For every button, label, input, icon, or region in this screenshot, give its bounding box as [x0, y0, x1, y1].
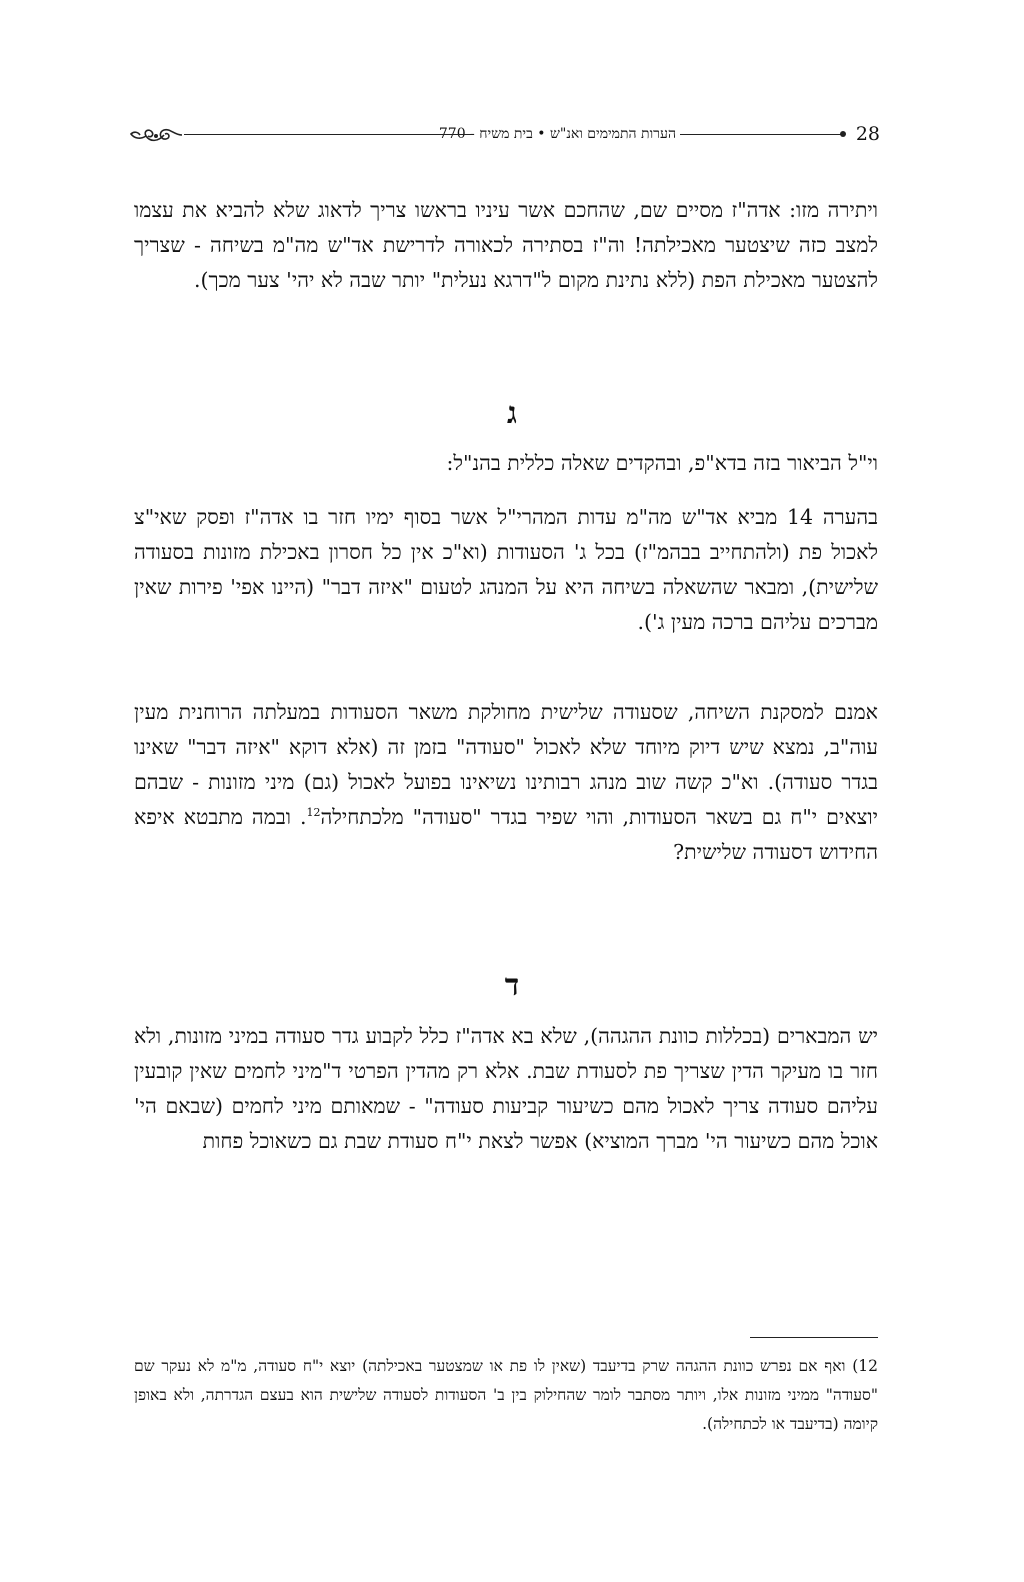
paragraph-1: ויתירה מזו: אדה"ז מסיים שם, שהחכם אשר עיניו בראשו צריך לדאוג שלא להביא את עצמו למצב כזה שיצטער מאכילתה! וה"ז בסתירה לכאורה לדרישת אד"ש מה"מ בשיחה - שצריך להצטער מאכילת הפת (ללא נתינת מקום ל"דרגא נעלית" יותר שבה לא יהי' צער מכך).: [134, 198, 878, 292]
section-heading-gimel: ג: [507, 396, 517, 431]
header-rule-left: [184, 134, 474, 135]
footnote-separator: [750, 1337, 878, 1338]
footnote-12: 12) ואף אם נפרש כוונת ההגהה שרק בדיעבד (שאין לו פת או שמצטער באכילתה) יוצא י"ח סעודה, מ"מ לא נעקר שם "סעודה" ממיני מזונות אלו, ויותר מסתבר לומר שהחילוק בין ב' הסעודות לסעודה שלישית הוא בעצם הגדרתה, ולא באופן קיומה (בדיעבד או לכתחילה).: [134, 1357, 878, 1433]
paragraph-4-text: אמנם למסקנת השיחה, שסעודה שלישית מחולקת משאר הסעודות במעלתה הרוחנית מעין עוה"ב, נמצא שיש דיוק מיוחד שלא לאכול "סעודה" בזמן זה (אלא דוקא "איזה דבר" שאינו בגדר סעודה). וא"כ קשה שוב מנהג רבותינו נשיאינו בפועל לאכול (גם) מיני מזונות - שבהם יוצאים י"ח גם בשאר הסעודות, והוי שפיר בגדר "סעודה" מלכתחילה: [134, 700, 879, 829]
paragraph-2: וי"ל הביאור בזה בדא"פ, ובהקדים שאלה כללית בהנ"ל:: [446, 451, 878, 475]
running-title: הערות התמימים ואנ"ש • בית משיח - 770: [438, 126, 676, 142]
paragraph-4: [134, 695, 878, 870]
section-heading-dalet: ד: [504, 968, 520, 1003]
ornament-icon: [128, 124, 184, 146]
paragraph-5: יש המבארים (בכללות כוונת ההגהה), שלא בא אדה"ז כלל לקבוע גדר סעודה במיני מזונות, ולא חזר בו מעיקר הדין שצריך פת לסעודת שבת. אלא רק מהדין הפרטי ד"מיני לחמים שאין קובעין עליהם סעודה צריך לאכול מהם כשיעור קביעות סעודה" - שמאותם מיני לחמים (שבאם הי' אוכל מהם כשיעור הי' מברך המוציא) אפשר לצאת י"ח סעודת שבת גם כשאוכל פחות: [134, 1024, 878, 1153]
footnote-ref[interactable]: 12: [306, 806, 321, 820]
page-header: [128, 120, 880, 150]
paragraph-3: בהערה 14 מביא אד"ש מה"מ עדות המהרי"ל אשר בסוף ימיו חזר בו אדה"ז ופסק שאי"צ לאכול פת (ולהתחייב בבהמ"ז) בכל ג' הסעודות (וא"כ אין כל חסרון באכילת מזונות בסעודה שלישית), ומבאר שהשאלה בשיחה היא על המנהג לטעום "איזה דבר" (היינו אפי' פירות שאין מברכים עליהם ברכה מעין ג').: [134, 505, 878, 634]
page-number: 28: [855, 123, 880, 145]
header-rule-right: [680, 134, 844, 135]
paragraph-4-text-end: . ובמה מתבטא איפא החידוש דסעודה שלישית?: [134, 805, 878, 864]
